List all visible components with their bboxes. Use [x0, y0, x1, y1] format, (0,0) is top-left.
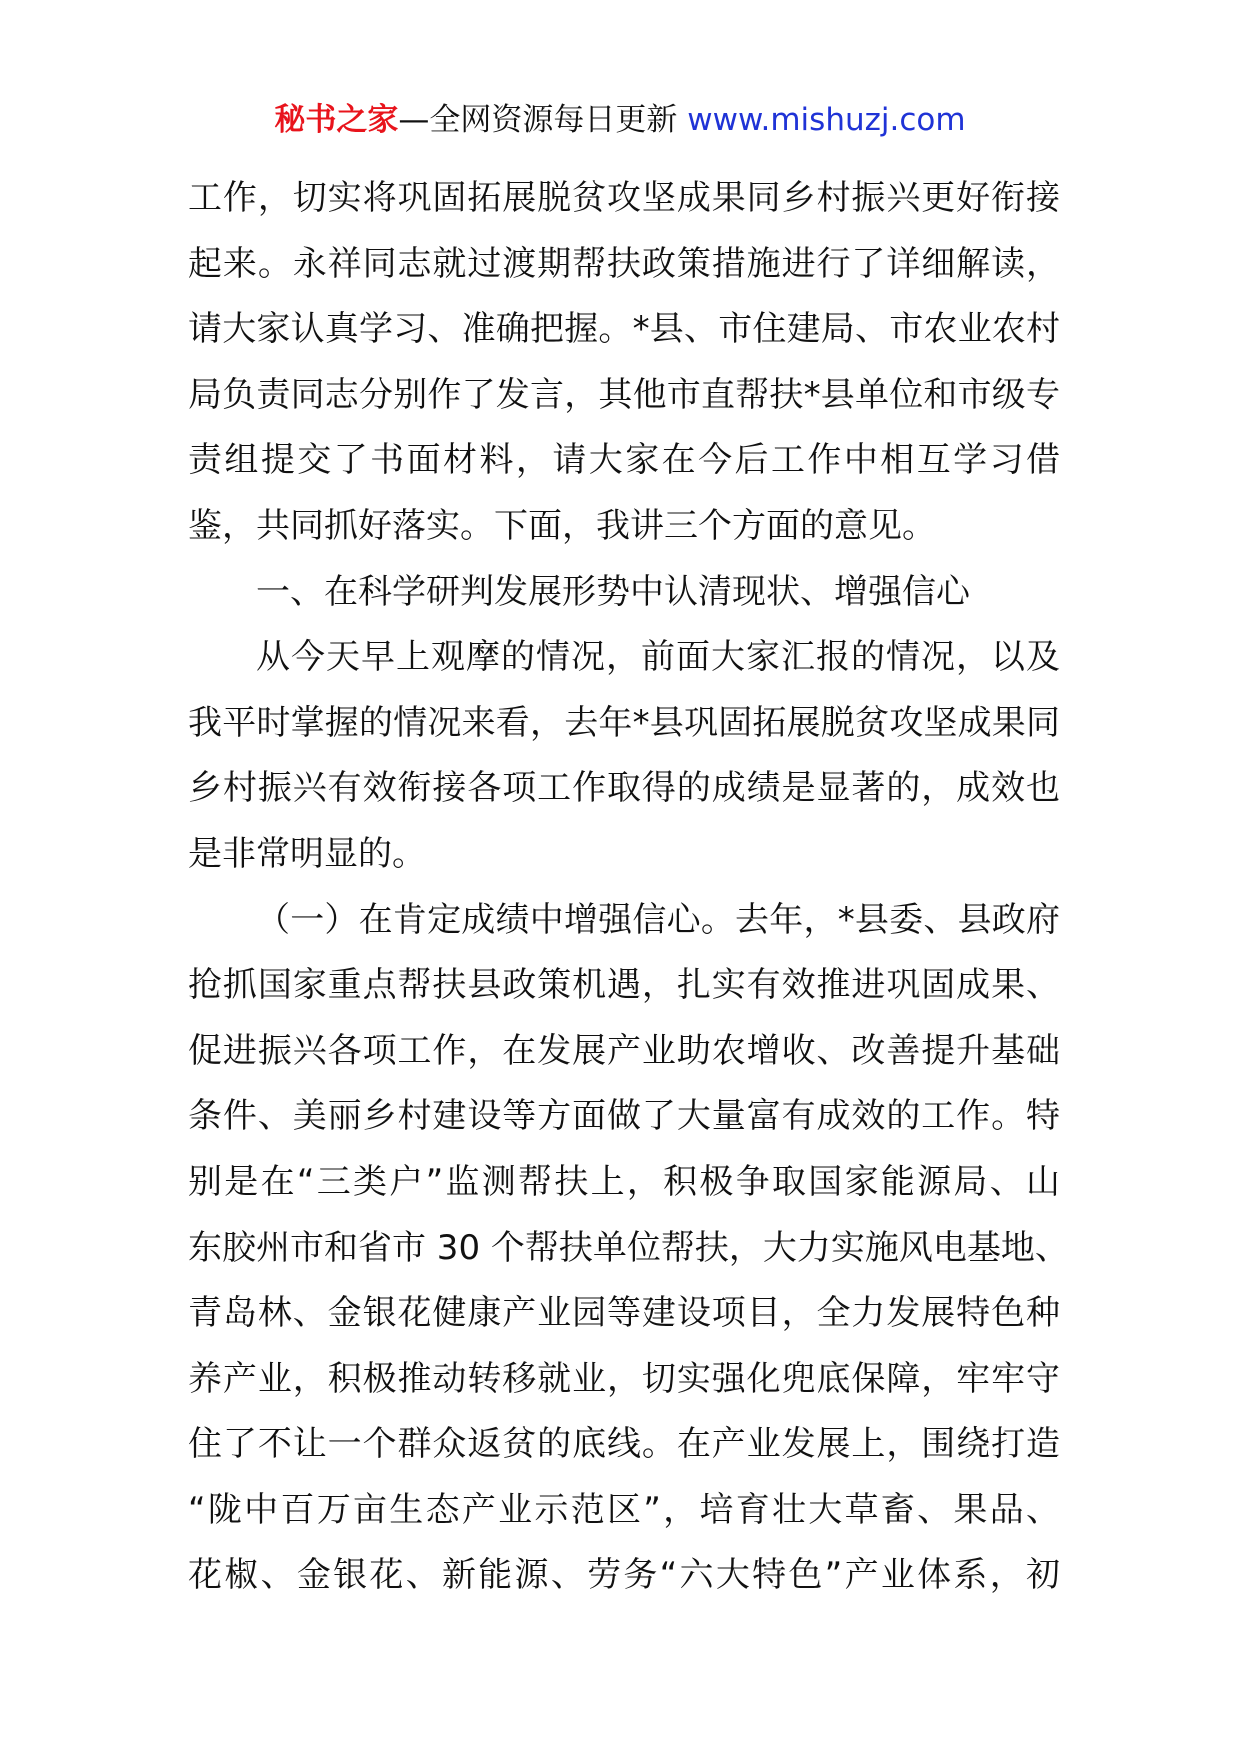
- text-line: 促进振兴各项工作，在发展产业助农增收、改善提升基础: [188, 1030, 1060, 1071]
- page-header: [0, 100, 1240, 140]
- header-tagline: —全网资源每日更新: [398, 102, 688, 138]
- text-line: 局负责同志分别作了发言，其他市直帮扶*县单位和市级专: [188, 374, 1060, 415]
- text-line: 我平时掌握的情况来看，去年*县巩固拓展脱贫攻坚成果同: [188, 702, 1060, 743]
- text-line: 起来。永祥同志就过渡期帮扶政策措施进行了详细解读，: [188, 243, 1060, 284]
- website-url[interactable]: www.mishuzj.com: [687, 102, 966, 138]
- document-body: [188, 166, 1069, 1609]
- section-heading: 一、在科学研判发展形势中认清现状、增强信心: [256, 571, 970, 612]
- text-line: 花椒、金银花、新能源、劳务“六大特色”产业体系，初: [188, 1555, 1060, 1596]
- text-line: 条件、美丽乡村建设等方面做了大量富有成效的工作。特: [188, 1096, 1060, 1137]
- text-line: 乡村振兴有效衔接各项工作取得的成绩是显著的，成效也: [188, 768, 1060, 809]
- brand-name: 秘书之家: [274, 102, 399, 138]
- text-line: 从今天早上观摩的情况，前面大家汇报的情况，以及: [256, 637, 1060, 678]
- text-line: 东胶州市和省市 30 个帮扶单位帮扶，大力实施风电基地、: [188, 1227, 1069, 1268]
- text-line: “陇中百万亩生态产业示范区”，培育壮大草畜、果品、: [188, 1489, 1060, 1530]
- text-line: 青岛林、金银花健康产业园等建设项目，全力发展特色种: [188, 1293, 1060, 1334]
- text-line: 工作，切实将巩固拓展脱贫攻坚成果同乡村振兴更好衔接: [188, 178, 1060, 218]
- text-line: 请大家认真学习、准确把握。*县、市住建局、市农业农村: [188, 309, 1060, 350]
- text-line: 别是在“三类户”监测帮扶上，积极争取国家能源局、山: [188, 1161, 1060, 1202]
- text-line: 鉴，共同抓好落实。下面，我讲三个方面的意见。: [188, 505, 936, 546]
- text-line: 住了不让一个群众返贫的底线。在产业发展上，围绕打造: [188, 1424, 1060, 1465]
- text-line: 抢抓国家重点帮扶县政策机遇，扎实有效推进巩固成果、: [188, 965, 1060, 1006]
- subsection-lead: （一）在肯定成绩中增强信心。去年，*县委、县政府: [256, 899, 1060, 940]
- text-line: 养产业，积极推动转移就业，切实强化兜底保障，牢牢守: [188, 1358, 1060, 1399]
- text-line: 责组提交了书面材料，请大家在今后工作中相互学习借: [188, 440, 1060, 481]
- text-line: 是非常明显的。: [188, 833, 426, 874]
